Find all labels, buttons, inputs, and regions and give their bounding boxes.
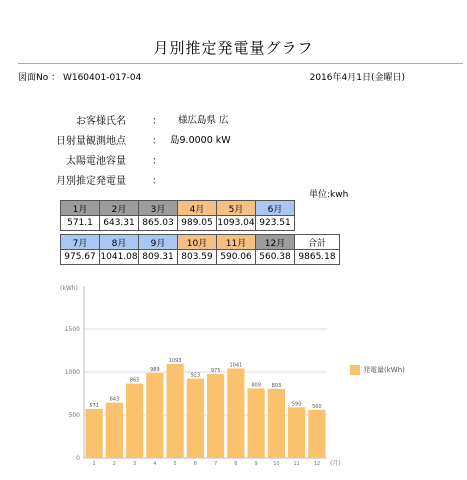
x-tick-label: 11 — [293, 461, 300, 467]
bar — [106, 403, 123, 458]
table-cell: 560.38 — [256, 250, 295, 265]
chart-xlabel: (月) — [330, 460, 341, 467]
info-value-station: 島9.0000 kW — [170, 135, 231, 146]
bar-value-label: 643 — [109, 396, 120, 403]
y-tick-label: 500 — [68, 412, 80, 419]
x-tick-label: 6 — [193, 461, 197, 467]
table-cell: 923.51 — [256, 216, 295, 231]
table-header-total: 合計 — [295, 235, 340, 250]
unit-label: 単位:kwh — [309, 190, 349, 200]
table-header-cell: 1月 — [61, 201, 100, 216]
y-tick-label: 1000 — [64, 369, 80, 376]
info-label-station: 日射量観測地点 — [56, 136, 126, 147]
x-tick-label: 1 — [92, 461, 96, 467]
page-title: 月別推定発電量グラフ — [153, 39, 314, 57]
x-tick-label: 4 — [153, 461, 157, 467]
bar — [248, 388, 265, 458]
info-colon: ： — [152, 176, 162, 187]
table-cell: 809.31 — [139, 250, 178, 265]
bar — [227, 368, 244, 458]
x-tick-label: 5 — [173, 461, 177, 467]
table-header-cell: 7月 — [61, 235, 100, 250]
x-tick-label: 8 — [234, 461, 238, 467]
info-label-monthly: 月別推定発電量 — [56, 176, 126, 187]
y-tick-label: 0 — [76, 455, 80, 462]
x-tick-label: 10 — [273, 461, 280, 467]
table-cell: 975.67 — [61, 250, 100, 265]
bar-value-label: 560 — [312, 403, 322, 410]
table-cell: 590.06 — [217, 250, 256, 265]
bar-value-label: 989 — [150, 366, 160, 373]
table-header-cell: 12月 — [256, 235, 295, 250]
table-header-cell: 2月 — [100, 201, 139, 216]
info-label-customer: お客様氏名 — [76, 116, 126, 127]
bar-value-label: 571 — [89, 402, 99, 409]
table-cell: 803.59 — [178, 250, 217, 265]
bar — [207, 374, 224, 458]
bar-value-label: 1041 — [229, 362, 243, 369]
table-header-cell: 11月 — [217, 235, 256, 250]
info-colon: ： — [152, 116, 162, 127]
table-header-cell: 6月 — [256, 201, 295, 216]
table-header-cell: 3月 — [139, 201, 178, 216]
x-tick-label: 7 — [214, 461, 218, 467]
bar-value-label: 809 — [251, 382, 261, 389]
x-tick-label: 3 — [133, 461, 137, 467]
table-cell: 643.31 — [100, 216, 139, 231]
info-colon: ： — [152, 136, 162, 147]
info-value-customer: 様広島県 広 — [178, 115, 229, 126]
bar-value-label: 975 — [210, 368, 221, 375]
table-header-cell: 9月 — [139, 235, 178, 250]
bar — [126, 384, 143, 458]
bar-value-label: 803 — [271, 382, 282, 389]
bar — [288, 407, 305, 458]
document-number: 図面No ： W160401-017-04 — [18, 73, 142, 83]
info-label-capacity: 太陽電池容量 — [66, 156, 126, 167]
table-cell: 1041.08 — [100, 250, 139, 265]
bar — [187, 379, 204, 458]
table-header-cell: 10月 — [178, 235, 217, 250]
x-tick-label: 2 — [112, 461, 116, 467]
bar-value-label: 865 — [129, 377, 140, 384]
legend-label: 発電量(kWh) — [363, 366, 405, 374]
x-tick-label: 9 — [254, 461, 258, 467]
table-cell: 571.1 — [61, 216, 100, 231]
table-header-cell: 8月 — [100, 235, 139, 250]
bar — [146, 373, 163, 458]
table-header-cell: 5月 — [217, 201, 256, 216]
y-tick-label: 1500 — [64, 326, 80, 333]
bar-value-label: 1093 — [168, 357, 182, 364]
bar — [308, 410, 325, 458]
bar — [86, 409, 103, 458]
bar — [167, 364, 184, 458]
bar-value-label: 590 — [291, 401, 302, 408]
table-cell-total: 9865.18 — [295, 250, 340, 265]
legend-swatch — [350, 365, 360, 375]
table-cell: 1093.04 — [217, 216, 256, 231]
bar-value-label: 923 — [190, 372, 201, 379]
table-header-cell: 4月 — [178, 201, 217, 216]
x-tick-label: 12 — [313, 461, 321, 467]
info-colon: ： — [152, 156, 162, 167]
bar — [268, 389, 285, 458]
table-cell: 865.03 — [139, 216, 178, 231]
table-cell: 989.05 — [178, 216, 217, 231]
chart-ylabel: (kWh) — [60, 285, 78, 292]
document-date: 2016年4月1日(金曜日) — [309, 73, 405, 83]
